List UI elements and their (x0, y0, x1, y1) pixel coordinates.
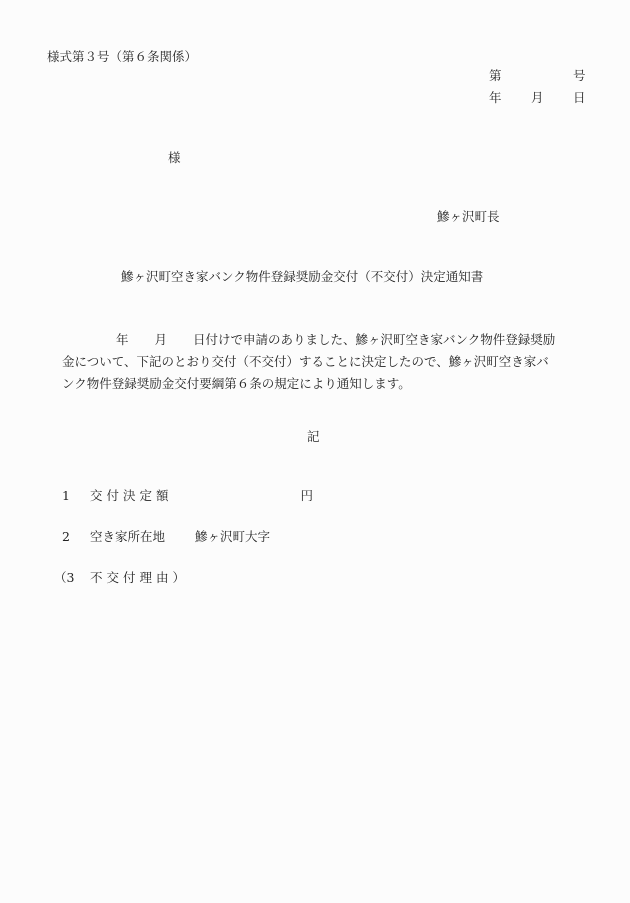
item-number: 1 (62, 488, 70, 503)
number-suffix: 号 (573, 68, 586, 83)
item-label: 交付決定額 (89, 488, 173, 503)
item-label: 不交付理由） (89, 570, 189, 585)
item-number: 2 (62, 529, 70, 544)
item-value: 鰺ヶ沢町大字 (194, 529, 270, 544)
body-text (62, 329, 590, 395)
body-line-1 (62, 329, 590, 351)
body-line-1-rest: 日付けで申請のありました、鰺ヶ沢町空き家バンク物件登録奨励 (193, 332, 556, 347)
item-2 (62, 531, 270, 544)
item-1 (62, 490, 313, 503)
body-month: 月 (154, 332, 168, 347)
number-prefix: 第 (489, 68, 502, 83)
document-title: 鰺ヶ沢町空き家バンク物件登録奨励金交付（不交付）決定通知書 (121, 269, 484, 284)
item-value: 円 (300, 488, 313, 503)
body-line-3: ンク物件登録奨励金交付要綱第６条の規定により通知します。 (62, 376, 411, 391)
date-month: 月 (531, 90, 544, 105)
ki-heading: 記 (307, 429, 320, 444)
form-number: 様式第３号（第６条関係） (47, 49, 198, 64)
body-line-2: 金について、下記のとおり交付（不交付）することに決定したので、鰺ヶ沢町空き家バ (62, 354, 549, 369)
date-day: 日 (573, 90, 586, 105)
addressee: 様 (168, 150, 181, 165)
item-number: （3 (54, 570, 75, 585)
item-label: 空き家所在地 (89, 529, 165, 544)
issuer: 鰺ヶ沢町長 (437, 209, 500, 224)
item-3 (54, 572, 189, 585)
body-year: 年 (116, 332, 129, 347)
date-year: 年 (489, 90, 502, 105)
